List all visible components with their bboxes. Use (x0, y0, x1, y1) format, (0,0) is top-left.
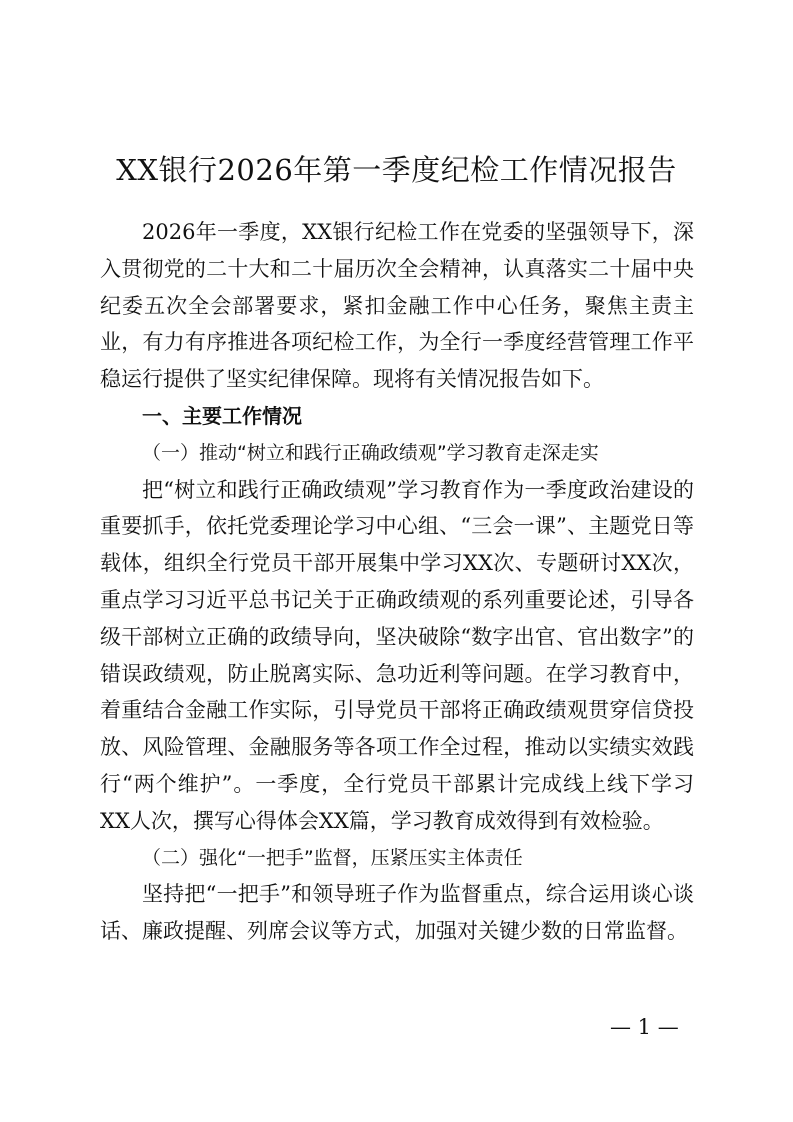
document-body (100, 214, 694, 950)
document-title: XX银行2026年第一季度纪检工作情况报告 (116, 153, 677, 187)
subsection-1-paragraph: 把“树立和践行正确政绩观”学习教育作为一季度政治建设的重要抓手，依托党委理论学习中心组、“三会一课”、主题党日等载体，组织全行党员干部开展集中学习XX次、专题研讨XX次，重点学习习近平总书记关于正确政绩观的系列重要论述，引导各级干部树立正确的政绩导向，坚决破除“数字出官、官出数字”的错误政绩观，防止脱离实际、急功近利等问题。在学习教育中，着重结合金融工作实际，引导党员干部将正确政绩观贯穿信贷投放、风险管理、金融服务等各项工作全过程，推动以实绩实效践行“两个维护”。一季度，全行党员干部累计完成线上线下学习XX人次，撰写心得体会XX篇，学习教育成效得到有效检验。 (100, 477, 694, 833)
subsection-2-paragraph: 坚持把“一把手”和领导班子作为监督重点，综合运用谈心谈话、廉政提醒、列席会议等方式，加强对关键少数的日常监督。 (100, 882, 694, 944)
page-number: — 1 — (610, 1015, 679, 1039)
section-heading-main-work: 一、主要工作情况 (142, 403, 302, 428)
intro-paragraph: 2026年一季度，XX银行纪检工作在党委的坚强领导下，深入贯彻党的二十大和二十届历次全会精神，认真落实二十届中央纪委五次全会部署要求，紧扣金融工作中心任务，聚焦主责主业，有力有序推进各项纪检工作，为全行一季度经营管理工作平稳运行提供了坚实纪律保障。现将有关情况报告如下。 (100, 220, 694, 392)
subsection-heading-1: （一）推动“树立和践行正确政绩观”学习教育走深走实 (142, 441, 599, 464)
subsection-heading-2: （二）强化“一把手”监督，压紧压实主体责任 (142, 846, 523, 869)
